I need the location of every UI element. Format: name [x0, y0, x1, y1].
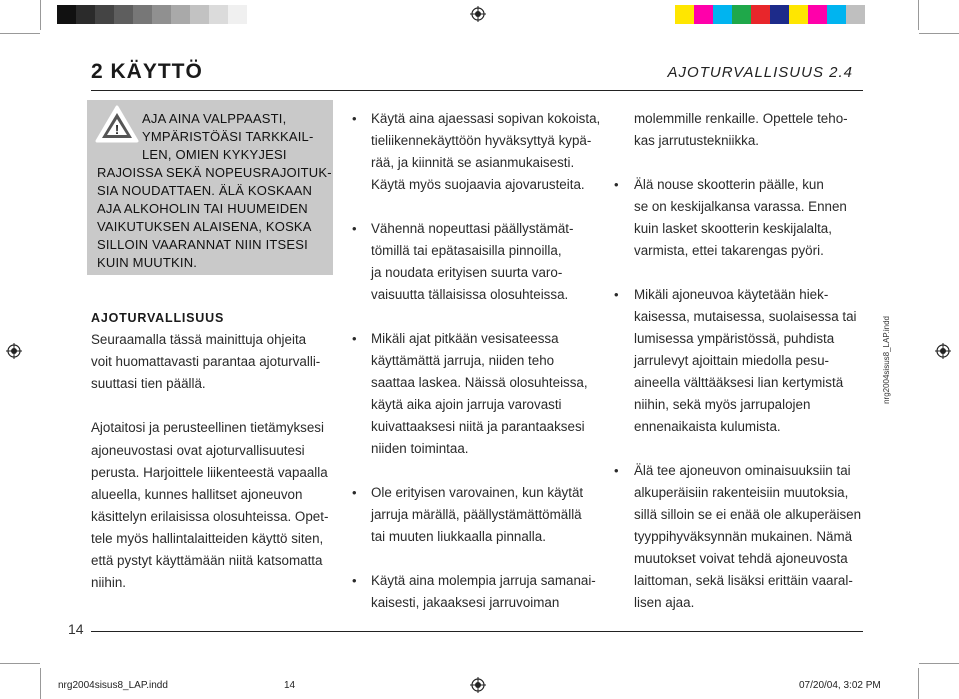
- text-line: tömillä tai epätasaisilla pinnoilla,: [371, 243, 562, 258]
- text-line: käyttämättä jarruja, niiden teho: [371, 353, 555, 368]
- bullet-point: •: [614, 177, 619, 192]
- color-swatch: [152, 5, 171, 24]
- text-line: kuin lasket skootterin keskijalalta,: [634, 221, 832, 236]
- text-line: rää, ja kiinnitä se asianmukaisesti.: [371, 155, 575, 170]
- color-swatch: [751, 5, 770, 24]
- text-line: Ajotaitosi ja perusteellinen tietämyksesi: [91, 420, 324, 435]
- text-line: niihin, sekä myös jarrupalojen: [634, 397, 811, 412]
- text-line: kuivattaaksesi niitä ja parantaaksesi: [371, 419, 585, 434]
- text-line: vaisuutta tällaisissa olosuhteissa.: [371, 287, 569, 302]
- color-swatch: [76, 5, 95, 24]
- crop-mark: [918, 0, 919, 30]
- crop-mark: [40, 668, 41, 699]
- warning-line: AJA ALKOHOLIN TAI HUUMEIDEN: [97, 201, 308, 216]
- bullet-point: •: [352, 485, 357, 500]
- section-title: AJOTURVALLISUUS 2.4: [667, 64, 853, 81]
- warning-line: YMPÄRISTÖÄSI TARKKAIL-: [142, 129, 314, 144]
- text-line: tele myös hallintalaitteiden käyttö siten,: [91, 531, 324, 546]
- text-line: alueella, kunnes hallitset ajoneuvon: [91, 487, 303, 502]
- text-line: sillä silloin se ei enää ole alkuperäisen: [634, 507, 862, 522]
- color-swatch: [228, 5, 247, 24]
- warning-line: VAIKUTUKSEN ALAISENA, KOSKA: [97, 219, 312, 234]
- text-line: ennenaikaista kulumista.: [634, 419, 781, 434]
- text-line: molemmille renkaille. Opettele teho-: [634, 111, 848, 126]
- registration-mark-icon: [935, 343, 951, 359]
- text-line: Mikäli ajat pitkään vesisateessa: [371, 331, 559, 346]
- text-line: suuttasi tien päällä.: [91, 376, 206, 391]
- warning-line: LEN, OMIEN KYKYJESI: [142, 147, 287, 162]
- text-line: jarrulevyt ajoittain miedolla pesu-: [634, 353, 830, 368]
- crop-mark: [0, 33, 40, 34]
- text-line: varmista, ettei takarengas pyöri.: [634, 243, 824, 258]
- color-swatch: [846, 5, 865, 24]
- crop-mark: [919, 663, 959, 664]
- warning-line: RAJOISSA SEKÄ NOPEUSRAJOITUK-: [97, 165, 332, 180]
- warning-line: SIA NOUDATTAEN. ÄLÄ KOSKAAN: [97, 183, 313, 198]
- color-swatch: [57, 5, 76, 24]
- crop-mark: [918, 668, 919, 699]
- warning-line: AJA AINA VALPPAASTI,: [142, 111, 287, 126]
- bullet-point: •: [352, 111, 357, 126]
- color-swatch: [713, 5, 732, 24]
- text-line: kaisesti, jakaaksesi jarruvoiman: [371, 595, 560, 610]
- text-line: Älä nouse skootterin päälle, kun: [634, 177, 824, 192]
- text-line: se on keskijalkansa varassa. Ennen: [634, 199, 847, 214]
- text-line: lisen ajaa.: [634, 595, 695, 610]
- color-swatch: [789, 5, 808, 24]
- side-file-label: nrg2004sisus8_LAP.indd: [882, 316, 891, 404]
- slug-page: 14: [284, 680, 296, 691]
- text-line: kas jarrutustekniikka.: [634, 133, 760, 148]
- text-line: Vähennä nopeuttasi päällystämät-: [371, 221, 574, 236]
- chapter-title: 2 KÄYTTÖ: [91, 60, 203, 83]
- text-line: tai muuten liukkaalla pinnalla.: [371, 529, 546, 544]
- color-swatch: [694, 5, 713, 24]
- text-line: aineella välttääksesi lian kertymistä: [634, 375, 844, 390]
- text-line: niiden toimintaa.: [371, 441, 469, 456]
- bullet-point: •: [614, 463, 619, 478]
- text-line: laittoman, sekä lisäksi erittäin vaaral-: [634, 573, 853, 588]
- slug-file-name: nrg2004sisus8_LAP.indd: [58, 680, 168, 691]
- color-swatch: [675, 5, 694, 24]
- text-line: Käytä aina ajaessasi sopivan kokoista,: [371, 111, 601, 126]
- text-line: tieliikennekäyttöön hyväksyttyä kypä-: [371, 133, 592, 148]
- text-line: alkuperäisiin rakenteisiin muutoksia,: [634, 485, 849, 500]
- registration-mark-icon: [6, 343, 22, 359]
- text-line: Ole erityisen varovainen, kun käytät: [371, 485, 584, 500]
- text-line: lumisessa ympäristössä, puhdista: [634, 331, 835, 346]
- text-line: tyyppihyväksynnän mukainen. Nämä: [634, 529, 853, 544]
- warning-triangle-icon: [95, 104, 139, 144]
- color-swatch: [827, 5, 846, 24]
- text-line: muutokset voivat tehdä ajoneuvosta: [634, 551, 848, 566]
- text-line: ajoneuvostasi ovat ajoturvallisuutesi: [91, 443, 305, 458]
- bullet-point: •: [352, 331, 357, 346]
- text-line: että pystyt käyttämään niitä katsomatta: [91, 553, 323, 568]
- text-line: ja noudata erityisen suurta varo-: [371, 265, 563, 280]
- color-swatch: [209, 5, 228, 24]
- text-line: saattaa laskea. Näissä olosuhteissa,: [371, 375, 588, 390]
- bullet-point: •: [352, 573, 357, 588]
- color-swatch: [95, 5, 114, 24]
- crop-mark: [0, 663, 40, 664]
- text-line: jarruja märällä, päällystämättömällä: [371, 507, 582, 522]
- warning-line: SILLOIN VAARANNAT NIIN ITSESI: [97, 237, 308, 252]
- text-line: kaisessa, mutaisessa, suolaisessa tai: [634, 309, 857, 324]
- slug-timestamp: 07/20/04, 3:02 PM: [799, 680, 881, 691]
- color-swatch: [190, 5, 209, 24]
- color-swatch: [133, 5, 152, 24]
- registration-mark-icon: [470, 6, 486, 22]
- color-swatch: [114, 5, 133, 24]
- color-swatch: [732, 5, 751, 24]
- text-line: Käytä aina molempia jarruja samanai-: [371, 573, 596, 588]
- text-line: voit huomattavasti parantaa ajoturvalli-: [91, 354, 321, 369]
- registration-mark-icon: [470, 677, 486, 693]
- header-rule: [91, 90, 863, 91]
- color-swatch: [770, 5, 789, 24]
- text-line: käytä aika ajoin jarruja varovasti: [371, 397, 562, 412]
- text-line: käsittelyn erilaisissa olosuhteissa. Opet-: [91, 509, 329, 524]
- text-line: Mikäli ajoneuvoa käytetään hiek-: [634, 287, 829, 302]
- bullet-point: •: [614, 287, 619, 302]
- text-line: niihin.: [91, 575, 126, 590]
- color-swatch: [808, 5, 827, 24]
- warning-symbol: !: [114, 122, 120, 137]
- bullet-point: •: [352, 221, 357, 236]
- crop-mark: [919, 33, 959, 34]
- color-swatch: [171, 5, 190, 24]
- text-line: perusta. Harjoittele liikenteestä vapaalla: [91, 465, 328, 480]
- warning-line: KUIN MUUTKIN.: [97, 255, 198, 270]
- text-line: Älä tee ajoneuvon ominaisuuksiin tai: [634, 463, 851, 478]
- footer-rule: [91, 631, 863, 632]
- crop-mark: [40, 0, 41, 30]
- text-line: Seuraamalla tässä mainittuja ohjeita: [91, 332, 307, 347]
- warning-box: [87, 100, 333, 275]
- text-line: Käytä myös suojaavia ajovarusteita.: [371, 177, 585, 192]
- page-number: 14: [68, 621, 84, 637]
- subheading: AJOTURVALLISUUS: [91, 311, 225, 325]
